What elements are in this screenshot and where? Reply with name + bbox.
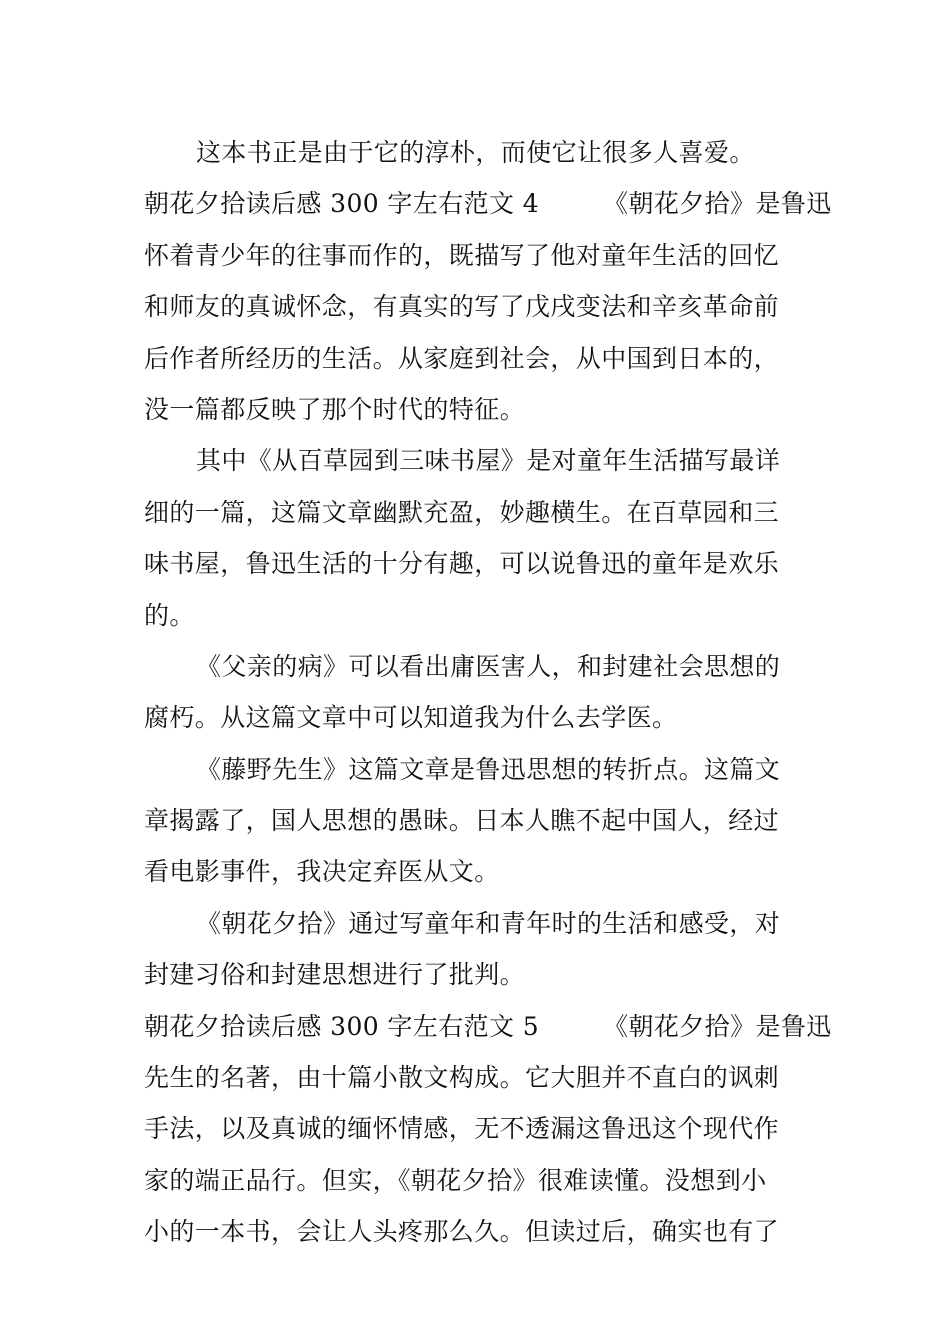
document-body (144, 127, 832, 1258)
text-line: 腐朽。从这篇文章中可以知道我为什么去学医。 (144, 703, 678, 733)
text-line: 的。 (144, 600, 195, 630)
text-line: 后作者所经历的生活。从家庭到社会，从中国到日本的， (144, 343, 780, 373)
section-heading-line (144, 1001, 832, 1052)
section-heading: 朝花夕拾读后感 300 字左右范文 5 (144, 1011, 540, 1041)
text-line: 《藤野先生》这篇文章是鲁迅思想的转折点。这篇文 (196, 754, 781, 784)
text-line: 封建习俗和封建思想进行了批判。 (144, 960, 526, 990)
text-line: 看电影事件，我决定弃医从文。 (144, 857, 500, 887)
text-line: 味书屋，鲁迅生活的十分有趣，可以说鲁迅的童年是欢乐 (144, 549, 780, 579)
text-line: 《朝花夕拾》是鲁迅 (603, 1011, 832, 1041)
text-line: 这本书正是由于它的淳朴，而使它让很多人喜爱。 (196, 138, 755, 167)
text-line: 没一篇都反映了那个时代的特征。 (144, 394, 526, 424)
text-line: 家的端正品行。但实，《朝花夕拾》很难读懂。没想到小 (144, 1165, 767, 1195)
text-line: 小的一本书，会让人头疼那么久。但读过后，确实也有了 (144, 1217, 780, 1247)
text-line: 手法，以及真诚的缅怀情感，无不透漏这鲁迅这个现代作 (144, 1114, 780, 1144)
text-line: 怀着青少年的往事而作的，既描写了他对童年生活的回忆 (144, 240, 780, 270)
text-line: 细的一篇，这篇文章幽默充盈，妙趣横生。在百草园和三 (144, 497, 780, 527)
text-line: 先生的名著，由十篇小散文构成。它大胆并不直白的讽刺 (144, 1063, 780, 1093)
section-heading: 朝花夕拾读后感 300 字左右范文 4 (144, 189, 540, 219)
section-heading-line (144, 178, 832, 229)
text-line: 《朝花夕拾》是鲁迅 (603, 189, 832, 219)
text-line: 和师友的真诚怀念，有真实的写了戊戌变法和辛亥革命前 (144, 292, 780, 322)
text-line: 《父亲的病》可以看出庸医害人，和封建社会思想的 (196, 651, 781, 681)
text-line: 章揭露了，国人思想的愚昧。日本人瞧不起中国人，经过 (144, 806, 780, 836)
text-line: 《朝花夕拾》通过写童年和青年时的生活和感受，对 (196, 908, 781, 938)
text-line: 其中《从百草园到三味书屋》是对童年生活描写最详 (196, 446, 781, 476)
